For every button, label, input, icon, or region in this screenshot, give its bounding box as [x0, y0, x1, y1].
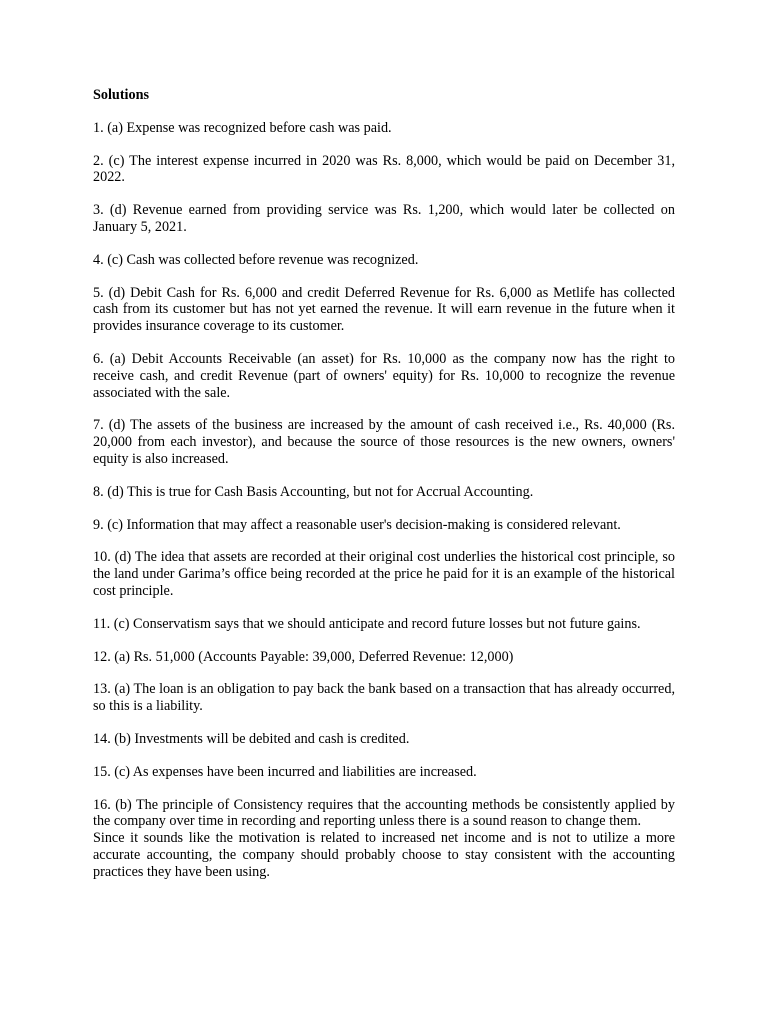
answer-11: 11. (c) Conservatism says that we should anticipate and record future losses but not future gains. [93, 615, 641, 632]
answer-13: 13. (a) The loan is an obligation to pay back the bank based on a transaction that has already occurred, so this is a liability. [93, 681, 675, 715]
answer-2: 2. (c) The interest expense incurred in 2020 was Rs. 8,000, which would be paid on December 31, 2022. [93, 152, 675, 186]
answer-5: 5. (d) Debit Cash for Rs. 6,000 and credit Deferred Revenue for Rs. 6,000 as Metlife has collected cash from its customer but has not yet earned the revenue. It will earn revenue in the future when it provides insurance coverage to its customer. [93, 284, 675, 335]
document-page [93, 87, 675, 897]
answer-8: 8. (d) This is true for Cash Basis Accounting, but not for Accrual Accounting. [93, 483, 534, 500]
answer-16: 16. (b) The principle of Consistency requires that the accounting methods be consistently applied by the company over time in recording and reporting unless there is a sound reason to change them. [93, 796, 675, 830]
answer-6: 6. (a) Debit Accounts Receivable (an asset) for Rs. 10,000 as the company now has the right to receive cash, and credit Revenue (part of owners' equity) for Rs. 10,000 to recognize the revenue associated with the sale. [93, 350, 675, 401]
answer-14: 14. (b) Investments will be debited and cash is credited. [93, 730, 410, 747]
page-title: Solutions [93, 87, 149, 103]
answer-15: 15. (c) As expenses have been incurred and liabilities are increased. [93, 763, 477, 780]
answer-7: 7. (d) The assets of the business are increased by the amount of cash received i.e., Rs. 40,000 (Rs. 20,000 from each investor), and because the source of those resources is the new owners, owners' equity is also increased. [93, 417, 675, 467]
answer-3: 3. (d) Revenue earned from providing service was Rs. 1,200, which would later be collected on January 5, 2021. [93, 202, 675, 235]
answer-16-continuation: Since it sounds like the motivation is related to increased net income and is not to utilize a more accurate accounting, the company should probably choose to stay consistent with the accounting practices they have been using. [93, 830, 675, 880]
answer-9: 9. (c) Information that may affect a reasonable user's decision-making is considered relevant. [93, 516, 621, 533]
answer-4: 4. (c) Cash was collected before revenue was recognized. [93, 251, 419, 268]
answer-1: 1. (a) Expense was recognized before cash was paid. [93, 119, 392, 136]
answer-10: 10. (d) The idea that assets are recorded at their original cost underlies the historical cost principle, so the land under Garima’s office being recorded at the price he paid for it is an example of the historical cost principle. [93, 549, 675, 599]
answer-12: 12. (a) Rs. 51,000 (Accounts Payable: 39,000, Deferred Revenue: 12,000) [93, 648, 514, 665]
